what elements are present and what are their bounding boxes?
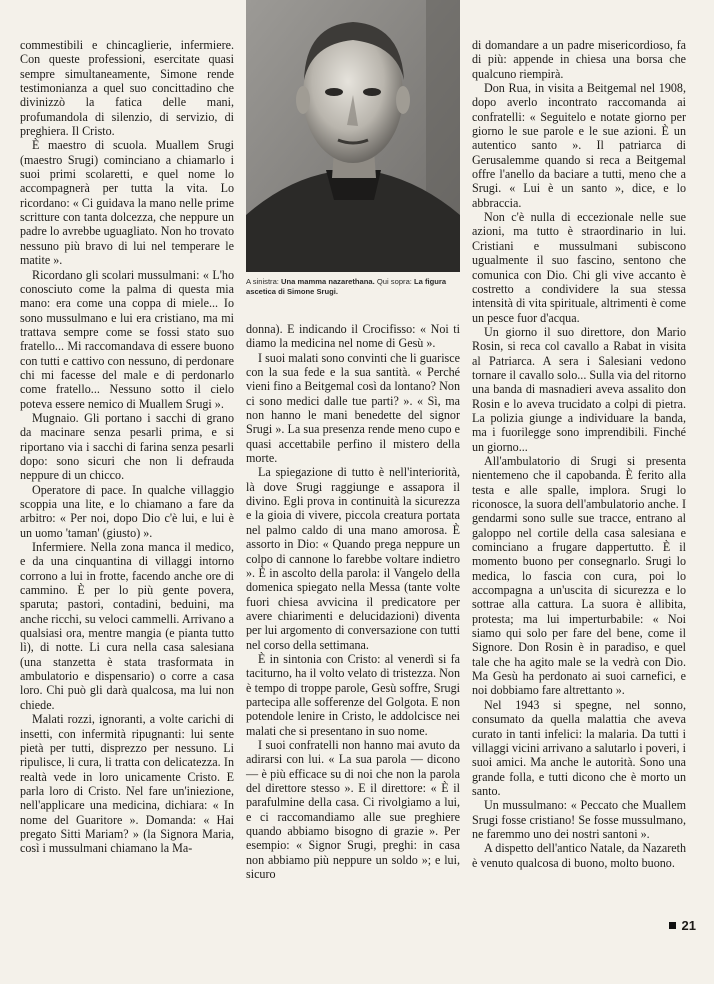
paragraph: Un giorno il suo direttore, don Mario Rosin, si reca col cavallo a Rabat in visita al Patriarca. A sera i Salesiani vedono tornare il cavallo solo... Sulla via del ritorno una banda di masnadieri aveva assalito don Rosin e lo aveva trucidato a colpi di pietra. La polizia giunge a individuare la banda, ma i fuorilegge sono imprendibili. Finché un giorno... bbox=[472, 324, 686, 454]
caption-title-2: La figura ascetica di Simone Srugi. bbox=[246, 277, 447, 296]
page-number bbox=[669, 918, 696, 933]
caption-lead: A sinistra: bbox=[246, 277, 279, 286]
text-column-1 bbox=[20, 38, 234, 856]
paragraph: È in sintonia con Cristo: al venerdì si fa taciturno, ha il volto velato di tristezza. Non è tempo di troppe parole, Gesù soffre, Srugi partecipa alle sofferenze del Golgota. E non potendole lenire in Cristo, le addolcisce nei malati che si presentano in suo nome. bbox=[246, 651, 460, 738]
caption-title-1: Una mamma nazarethana. bbox=[281, 277, 375, 286]
paragraph: Operatore di pace. In qualche villaggio scoppia una lite, e lo chiamano a fare da arbitro: « Per noi, dopo Dio c'è lui, e lui è un uomo 'taman' (giusto) ». bbox=[20, 482, 234, 540]
portrait-illustration bbox=[246, 0, 460, 272]
photo-caption bbox=[246, 277, 460, 297]
paragraph: Nel 1943 si spegne, nel sonno, consumato da quella malattia che aveva curato in tanti infelici: la malaria. Da tutti i villaggi vicini arrivano a salutarlo i poveri, i suoi amici. Ma anche le autorità. Sono una grande folla, e tutti dicono che è morto un santo. bbox=[472, 697, 686, 798]
paragraph: All'ambulatorio di Srugi si presenta nientemeno che il capobanda. È ferito alla testa e alle spalle, implora. Srugi lo riconosce, la suora dell'ambulatorio anche. I gendarmi sono sulle sue tracce, entrano al galoppo nel cortile della casa salesiana e cominciano a frugare dappertutto. È il momento buono per consegnarlo. Srugi lo medica, lo fascia con cura, poi lo accompagna a un'uscita di sicurezza e lo sottrae alla cattura. La suora è allibita, protesta; ma lui imperturbabile: « Noi siamo qui solo per fare del bene, come il Signore. Don Rosin è in paradiso, e quel tale che ha agito male se la vedrà con Dio. Ma Gesù ha perdonato ai suoi carnefici, e noi dobbiamo fare altrettanto ». bbox=[472, 453, 686, 698]
paragraph: È maestro di scuola. Muallem Srugi (maestro Srugi) cominciano a chiamarlo i suoi primi scolaretti, e quel nome lo accompagnerà per tutta la vita. Lo ricordano: « Ci guidava la mano nelle prime scritture con tanta dolcezza, che neppure un padre lo avrebbe uguagliato. Non ho trovato nessuno più bravo di lui nel temperare le matite ». bbox=[20, 138, 234, 268]
paragraph: La spiegazione di tutto è nell'interiorità, là dove Srugi raggiunge e assapora il divino. Egli prova in continuità la sicurezza e la gioia di vivere, piccola creatura portata nel palmo caldo di una mano amorosa. È assorto in Dio: « Quando prega neppure un colpo di cannone lo farebbe voltare indietro ». È in ascolto della parola: il Vangelo della domenica spiegato nella Messa (tante volte fuori chiesa avvicina il predicatore per avere chiarimenti e delucidazioni) diventa per lui argomento di conversazione con tutti nel corso della settimana. bbox=[246, 465, 460, 652]
paragraph: I suoi confratelli non hanno mai avuto da adirarsi con lui. « La sua parola — dicono — è più efficace su di noi che non la parola del direttore stesso ». E il direttore: « È il parafulmine della casa. Ci rivolgiamo a lui, e ci raccomandiamo alle sue preghiere quando abbiamo bisogno di grazie ». Per esempio: « Signor Srugi, preghi: in casa non abbiamo più neppure un soldo »; e lui, sicuro bbox=[246, 737, 460, 882]
paragraph: Mugnaio. Gli portano i sacchi di grano da macinare senza pesarli prima, e si riportano via i sacchi di farina senza pesarli dopo: sono sicuri che non li defrauda neppure di un chicco. bbox=[20, 410, 234, 483]
page-number-label: 21 bbox=[681, 918, 696, 933]
paragraph: Non c'è nulla di eccezionale nelle sue azioni, ma tutto è straordinario in lui. Cristiani e mussulmani subiscono ugualmente il suo fascino, sentono che comunica con Dio. Chi gli vive accanto è costretto a condividere la sua stessa intensità di vita spirituale, altrimenti è come un pesce fuor d'acqua. bbox=[472, 210, 686, 325]
portrait-photo bbox=[246, 0, 460, 272]
paragraph: donna). E indicando il Crocifisso: « Noi ti diamo la medicina nel nome di Gesù ». bbox=[246, 322, 460, 351]
paragraph: A dispetto dell'antico Natale, da Nazareth è venuto qualcosa di buono, molto buono. bbox=[472, 841, 686, 870]
text-column-2 bbox=[246, 322, 460, 881]
text-column-3 bbox=[472, 38, 686, 870]
paragraph: commestibili e chincaglierie, infermiere. Con queste professioni, esercitate quasi sempre simultaneamente, Simone rende testimonianza a quel suo concittadino che divinizzò la fatica delle mani, profumandola di silenzio, di servizio, di preghiera. Il Cristo. bbox=[20, 38, 234, 139]
paragraph: I suoi malati sono convinti che li guarisce con la sua fede e la sua santità. « Perché vieni fino a Beitgemal così da lontano? Non ci sono medici dalle tue parti? ». « Sì, ma non hanno le mani benedette del signor Srugi ». La sua presenza rende meno cupo e quasi accettabile perfino il mistero della morte. bbox=[246, 350, 460, 466]
paragraph: Don Rua, in visita a Beitgemal nel 1908, dopo averlo incontrato raccomanda ai confratelli: « Seguitelo e notate giorno per giorno le sue parole e le sue azioni. È un autentico santo ». Il patriarca di Gerusalemme quando si reca a Beitgemal offre l'anello da baciare a tutti, meno che a Srugi. « Lui è un santo », dice, e lo abbraccia. bbox=[472, 81, 686, 210]
paragraph: Malati rozzi, ignoranti, a volte carichi di insetti, con infermità ripugnanti: lui sente pietà per tutti, disprezzo per nessuno. Li ripulisce, li cura, li tratta con delicatezza. In realtà vede in loro unicamente Cristo. E parla loro di Cristo. Nel fare un'iniezione, nell'applicare una medicina, dichiara: « In nome del Guaritore ». Domanda: « Hai pregato Sitti Mariam? » (la Signora Maria, così i mussulmani chiamano la Ma- bbox=[20, 712, 234, 856]
paragraph: Infermiere. Nella zona manca il medico, e da una cinquantina di villaggi intorno corrono a lui in frotte, facendo anche ore di cammino. È per lo più gente povera, sparuta; pastori, contadini, beduini, ma anche ricchi, su veloci cammelli. Arrivano a qualsiasi ora, mentre mangia (e pianta tutto lì), di notte. Li cura nella casa salesiana (una stanzetta è stata trasformata in ambulatorio e dispensario) o corre a casa loro. Chi può gli darà qualcosa, ma lui non chiede. bbox=[20, 540, 234, 712]
caption-mid: Qui sopra: bbox=[376, 277, 412, 286]
paragraph: di domandare a un padre misericordioso, fa di più: appende in chiesa una borsa che qualcuno riempirà. bbox=[472, 38, 686, 81]
paragraph: Ricordano gli scolari mussulmani: « L'ho conosciuto come la palma di questa mia mano: era come una coppa di miele... Io sono mussulmano e lui era cristiano, ma mi trattava sempre come se fossi stato suo fratello... Mi raccomandava di essere buono con tutti e cattivo con nessuno, di perdonare chi mi facesse del male e di perdonarlo come fratello... Nessuno sotto il cielo poteva essere nemico di Muallem Srugi ». bbox=[20, 267, 234, 411]
end-square-icon bbox=[669, 922, 676, 929]
paragraph: Un mussulmano: « Peccato che Muallem Srugi fosse cristiano! Se fosse mussulmano, ne faremmo uno dei nostri santoni ». bbox=[472, 798, 686, 841]
